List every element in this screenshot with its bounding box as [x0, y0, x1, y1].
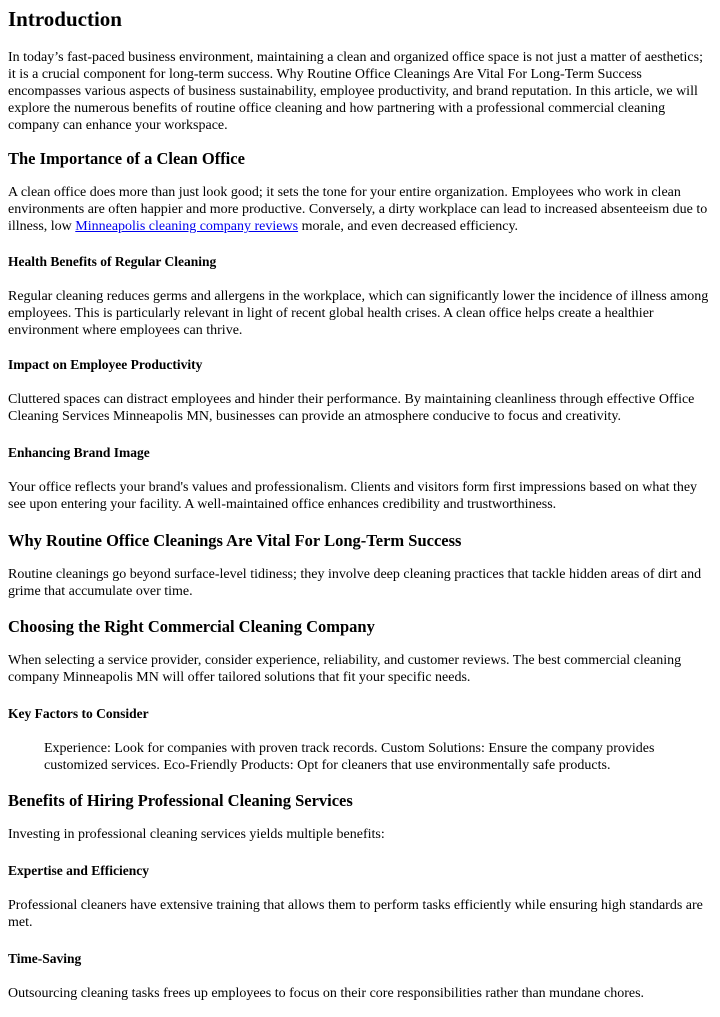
intro-paragraph: In today’s fast-paced business environment, maintaining a clean and organized office space is not just a matter of aesthetics; it is a crucial component for long-term success. Why Routine Office Cleanings Are Vital For Long-Term Success encompasses various aspects of business sustainability, employee productivity, and brand reputation. In this article, we will explore the numerous benefits of routine office cleaning and how partnering with a professional commercial cleaning company can enhance your workspace. [8, 50, 703, 133]
choosing-paragraph: When selecting a service provider, consider experience, reliability, and customer reviews. The best commercial cleaning company Minneapolis MN will offer tailored solutions that fit your specific needs. [8, 653, 682, 685]
importance-text-after-link: morale, and even decreased efficiency. [298, 219, 519, 234]
importance-paragraph [8, 184, 713, 235]
routine-paragraph: Routine cleanings go beyond surface-level tidiness; they involve deep cleaning practices that tackle hidden areas of dirt and grime that accumulate over time. [8, 567, 702, 599]
expertise-heading: Expertise and Efficiency [8, 863, 149, 878]
productivity-paragraph: Cluttered spaces can distract employees and hinder their performance. By maintaining cleanliness through effective Office Cleaning Services Minneapolis MN, businesses can provide an atmosphere conducive to focus and creativity. [8, 392, 695, 424]
health-paragraph: Regular cleaning reduces germs and allergens in the workplace, which can significantly lower the incidence of illness among employees. This is particularly relevant in light of recent global health crises. A clean office helps create a healthier environment where employees can thrive. [8, 289, 709, 338]
factors-heading: Key Factors to Consider [8, 706, 149, 721]
routine-heading: Why Routine Office Cleanings Are Vital For Long-Term Success [8, 531, 462, 550]
time-saving-paragraph: Outsourcing cleaning tasks frees up employees to focus on their core responsibilities rather than mundane chores. [8, 986, 645, 1001]
brand-paragraph: Your office reflects your brand's values and professionalism. Clients and visitors form first impressions based on what they see upon entering your facility. A well-maintained office enhances credibility and trustworthiness. [8, 480, 698, 512]
cleaning-reviews-link[interactable]: Minneapolis cleaning company reviews [75, 219, 299, 234]
benefits-heading: Benefits of Hiring Professional Cleaning Services [8, 791, 353, 810]
importance-text-before-link: A clean office does more than just look good; it sets the tone for your entire organization. Employees who work in clean environments are often happier and more productive. Conversely, a dirty workplace can lead to increased absenteeism due to illness, low [8, 185, 708, 234]
productivity-heading: Impact on Employee Productivity [8, 357, 203, 372]
factors-paragraph: Experience: Look for companies with proven track records. Custom Solutions: Ensure the company provides customized services. Eco-Friendly Products: Opt for cleaners that use environmentally safe products. [44, 741, 655, 773]
benefits-paragraph: Investing in professional cleaning services yields multiple benefits: [8, 827, 385, 842]
importance-heading: The Importance of a Clean Office [8, 149, 245, 168]
intro-heading: Introduction [8, 7, 122, 31]
health-heading: Health Benefits of Regular Cleaning [8, 254, 217, 269]
time-saving-heading: Time-Saving [8, 951, 82, 966]
choosing-heading: Choosing the Right Commercial Cleaning Company [8, 617, 375, 636]
brand-heading: Enhancing Brand Image [8, 445, 150, 460]
expertise-paragraph: Professional cleaners have extensive training that allows them to perform tasks efficiently while ensuring high standards are met. [8, 898, 703, 930]
